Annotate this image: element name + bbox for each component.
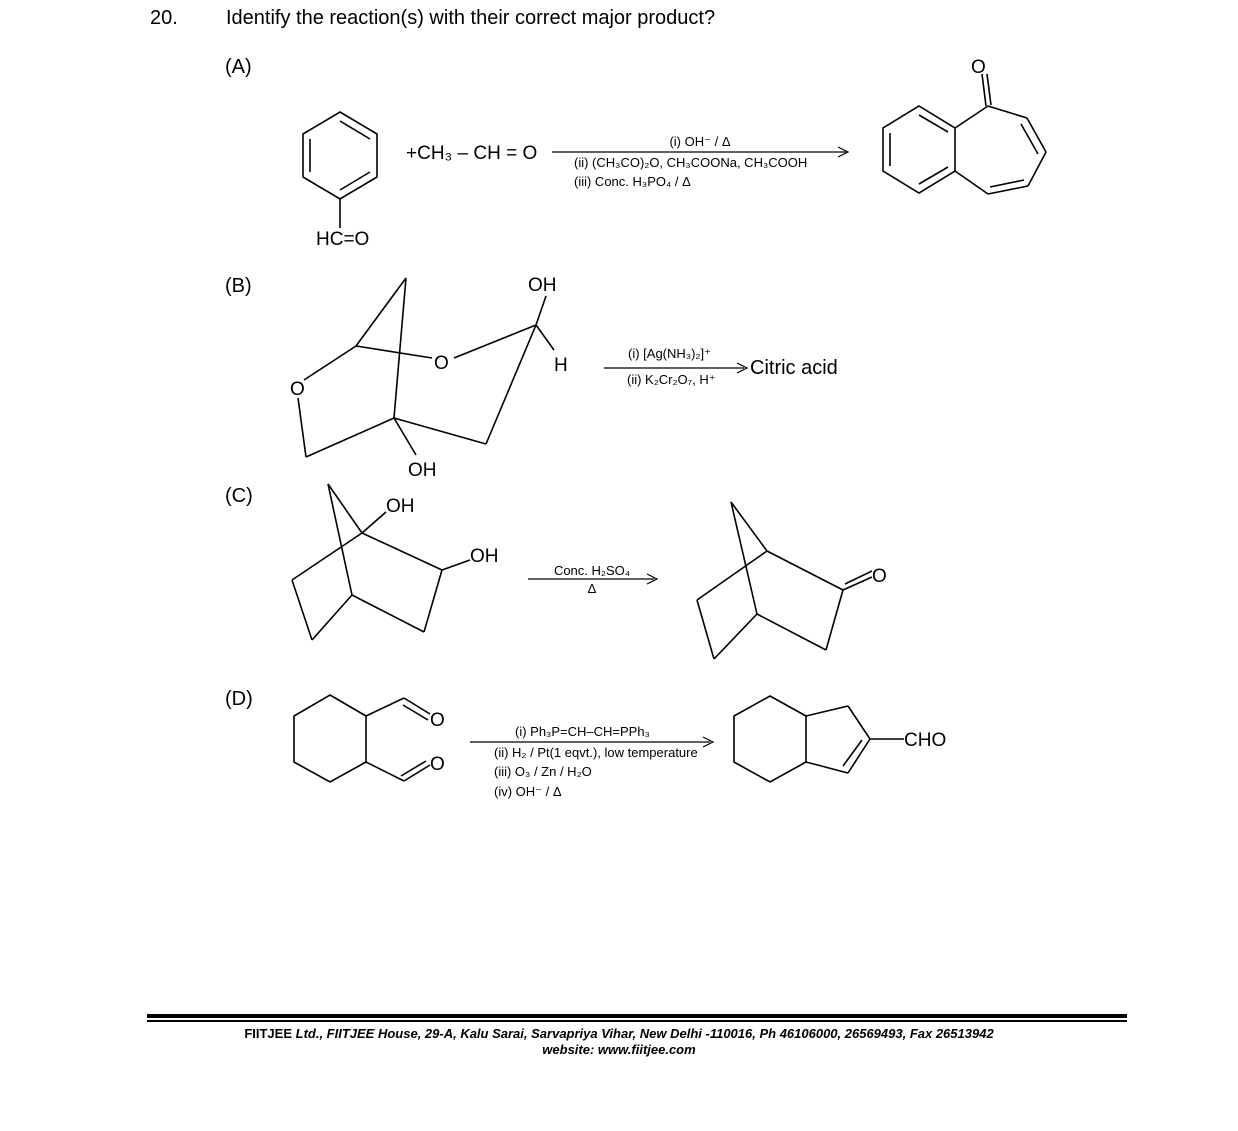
conditions-a-above: (i) OH⁻ / Δ bbox=[669, 134, 731, 149]
product-a-oxygen: O bbox=[971, 57, 986, 78]
benzotropone-product bbox=[883, 57, 1046, 194]
footer-address bbox=[0, 1026, 1238, 1041]
atom-b-oh-top: OH bbox=[528, 275, 557, 296]
atom-d-o-top: O bbox=[430, 710, 445, 731]
reagent-a: +CH₃ – CH = O bbox=[406, 143, 538, 164]
aldehyde-label-a: HC=O bbox=[316, 229, 370, 250]
conditions-b-above: (i) [Ag(NH₃)₂]⁺ bbox=[628, 346, 711, 361]
atom-c-oh-right: OH bbox=[470, 546, 499, 567]
hexahydroindene-product bbox=[734, 696, 946, 782]
atom-c-oh-top: OH bbox=[386, 496, 415, 517]
conditions-c-below: Δ bbox=[587, 581, 597, 596]
atom-b-h: H bbox=[554, 355, 568, 376]
atom-b-o-bridge: O bbox=[434, 353, 449, 374]
atom-b-o-left: O bbox=[290, 379, 305, 400]
conditions-b-below: (ii) K₂Cr₂O₇, H⁺ bbox=[627, 372, 716, 387]
conditions-d-line3: (iii) O₃ / Zn / H₂O bbox=[494, 764, 592, 779]
benzene-ring-a bbox=[303, 112, 377, 199]
option-c-scheme bbox=[292, 484, 887, 659]
conditions-a-line2: (ii) (CH₃CO)₂O, CH₃COONa, CH₃COOH bbox=[574, 155, 808, 170]
product-c-oxygen: O bbox=[872, 566, 887, 587]
footer-rule bbox=[147, 1014, 1127, 1018]
option-d-scheme bbox=[294, 695, 946, 799]
product-d-group: CHO bbox=[904, 730, 947, 751]
option-a-label: (A) bbox=[225, 56, 252, 78]
footer-rule-thin bbox=[147, 1020, 1127, 1022]
cyclohexane-ring-d bbox=[294, 695, 366, 782]
norcamphor-product bbox=[697, 502, 887, 659]
question-number: 20. bbox=[150, 7, 178, 29]
option-b-scheme bbox=[290, 275, 838, 481]
footer-brand: FIITJEE bbox=[244, 1026, 292, 1041]
footer-website: website: www.fiitjee.com bbox=[542, 1042, 696, 1057]
conditions-d-line2: (ii) H₂ / Pt(1 eqvt.), low temperature bbox=[494, 745, 698, 760]
conditions-c-above: Conc. H₂SO₄ bbox=[553, 563, 631, 578]
conditions-d-above: (i) Ph₃P=CH–CH=PPh₃ bbox=[515, 724, 650, 739]
atom-d-o-bottom: O bbox=[430, 754, 445, 775]
product-b: Citric acid bbox=[750, 357, 838, 379]
atom-b-oh-bottom: OH bbox=[408, 460, 437, 481]
option-b-label: (B) bbox=[225, 275, 252, 297]
option-a-scheme bbox=[303, 57, 1046, 250]
conditions-d-line4: (iv) OH⁻ / Δ bbox=[494, 784, 562, 799]
option-d-label: (D) bbox=[225, 688, 253, 710]
question-text: Identify the reaction(s) with their correct major product? bbox=[226, 7, 716, 29]
option-c-label: (C) bbox=[225, 485, 253, 507]
footer-address-text: Ltd., FIITJEE House, 29-A, Kalu Sarai, Sarvapriya Vihar, New Delhi -110016, Ph 46106000, 26569493, Fax 26513942 bbox=[295, 1026, 994, 1041]
conditions-a-line3: (iii) Conc. H₃PO₄ / Δ bbox=[574, 174, 691, 189]
